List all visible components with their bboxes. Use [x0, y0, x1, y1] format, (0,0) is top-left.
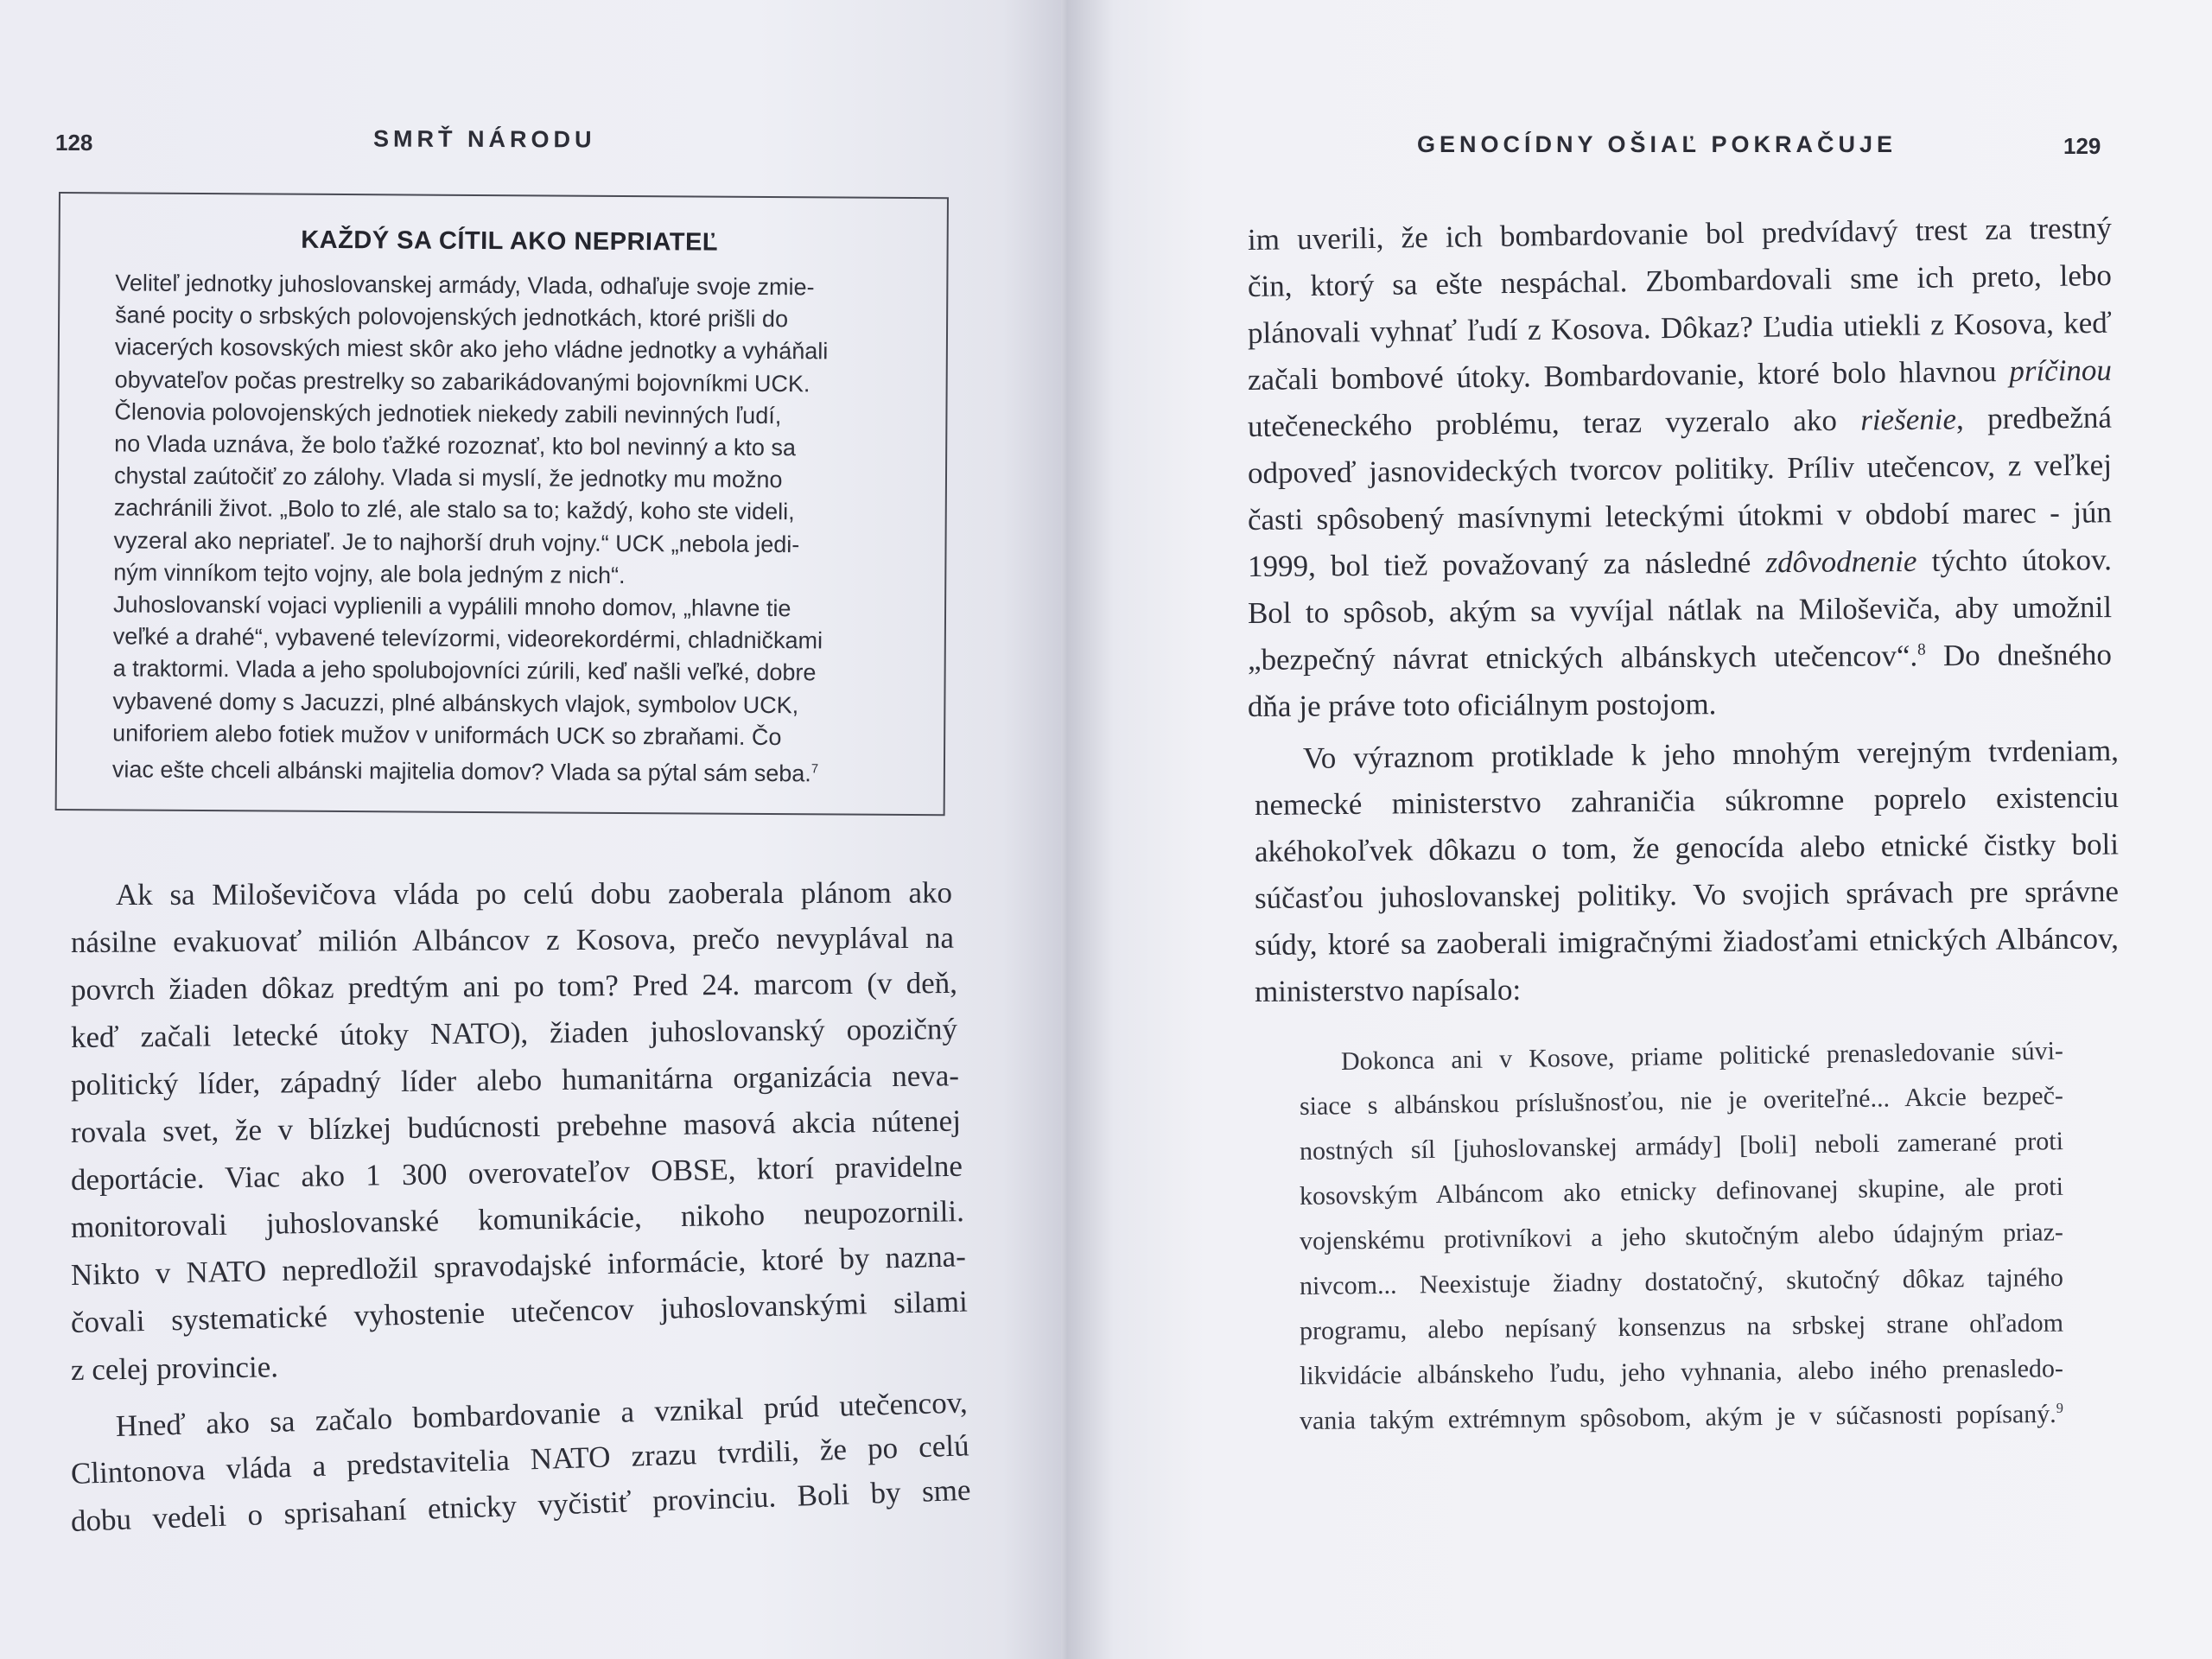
sidebar-line — [114, 461, 902, 498]
quote-text: vojenskému protivníkovi a jeho skutočným alebo údajným priaz- — [1299, 1217, 2064, 1255]
body-text: , predbežná — [1955, 400, 2113, 436]
body-line — [1248, 590, 2112, 631]
body-text: týchto útokov. — [1916, 543, 2113, 578]
sidebar-box — [55, 192, 949, 816]
body-text: čin, ktorý sa ešte nespáchal. Zbombardovali sme ich preto, lebo — [1247, 257, 2113, 303]
quote-line — [1300, 1217, 2063, 1256]
sidebar-line — [114, 428, 902, 465]
quote-text: programu, alebo nepísaný konsenzus na srbskej strane ohľadom — [1299, 1308, 2064, 1345]
quote-line — [1300, 1354, 2063, 1391]
body-line — [1248, 495, 2112, 537]
quote-text: kosovským Albáncom ako etnicky definovanej skupine, ale proti — [1299, 1172, 2064, 1211]
body-text: dňa je práve toto oficiálnym postojom. — [1247, 687, 1717, 723]
body-line — [1248, 353, 2112, 397]
body-text: im uverili, že ich bombardovanie bol predvídavý trest za trestný — [1247, 211, 2113, 257]
quote-text: vania takým extrémnym spôsobom, akým je v súčasnosti popísaný. — [1299, 1399, 2056, 1435]
quote-text: siace s albánskou príslušnosťou, nie je overiteľné... Akcie bezpeč- — [1299, 1081, 2064, 1121]
emphasis-text: zdôvodnenie — [1765, 543, 1917, 580]
sidebar-line — [115, 364, 903, 401]
body-line: Clintonova vláda a predstavitelia NATO zrazu tvrdili, že po celú — [70, 1428, 970, 1491]
sidebar-title: KAŽDÝ SA CÍTIL AKO NEPRIATEĽ — [301, 226, 719, 257]
quote-line — [1300, 1173, 2063, 1211]
body-line: Nikto v NATO nepredložil spravodajské informácie, ktoré by nazna- — [70, 1239, 967, 1292]
body-line: politický líder, západný líder alebo humanitárna organizácia neva- — [70, 1058, 960, 1102]
body-line: súdy, ktoré sa zaoberali imigračnými žiadosťami etnických Albáncov, — [1254, 921, 2120, 962]
body-line: násilne evakuovať milión Albáncov z Kosova, prečo nevyplával na — [70, 920, 955, 959]
emphasis-text: riešenie — [1860, 402, 1957, 437]
left-page-number: 128 — [55, 130, 93, 156]
quote-line — [1300, 1263, 2063, 1301]
sidebar-line — [113, 588, 901, 626]
quote-text: nostných síl [juhoslovanskej armády] [boli] neboli zamerané proti — [1299, 1127, 2064, 1166]
quote-line — [1300, 1400, 2063, 1436]
emphasis-text: príčinou — [2009, 353, 2113, 388]
body-line — [1248, 543, 2112, 584]
sidebar-line-text: šané pocity o srbských polovojenských jednotkách, ktoré prišli do — [115, 302, 789, 333]
sidebar-line — [113, 621, 901, 658]
body-text: utečeneckého problému, teraz vyzeralo ako — [1247, 403, 1861, 443]
right-running-title: GENOCÍDNY OŠIAĽ POKRAČUJE — [1417, 131, 1897, 157]
body-line: deportácie. Viac ako 1 300 overovateľov OBSE, ktorí pravidelne — [70, 1148, 963, 1197]
body-line — [1248, 258, 2112, 304]
quote-line — [1341, 1037, 2063, 1077]
quote-text: Dokonca ani v Kosove, priame politické prenasledovanie súvi- — [1340, 1036, 2064, 1076]
body-line: dobu vedeli o sprisahaní etnicky vyčistiť provinciu. Boli by sme — [70, 1472, 972, 1538]
sidebar-line — [115, 267, 903, 304]
body-text: časti spôsobený masívnymi leteckými útokmi v období marec - jún — [1247, 495, 2113, 537]
body-line: Vo výraznom protiklade k jeho mnohým verejným tvrdeniam, — [1302, 733, 2120, 775]
left-running-title: SMRŤ NÁRODU — [372, 125, 596, 153]
sidebar-line-text: viacerých kosovských miest skôr ako jeho vládne jednotky a vyháňali — [114, 334, 829, 365]
sidebar-line-text: Veliteľ jednotky juhoslovanskej armády, Vlada, odhaľuje svoje zmie- — [115, 270, 815, 301]
body-line — [1248, 448, 2112, 491]
body-line — [1248, 211, 2112, 257]
body-line: čovali systematické vyhostenie utečencov juhoslovanskými silami — [70, 1284, 969, 1339]
body-line — [1248, 638, 2112, 677]
sidebar-line-text: veľké a drahé“, vybavené televízormi, videorekordérmi, chladničkami — [112, 623, 823, 654]
body-line: povrch žiaden dôkaz predtým ani po tom? Pred 24. marcom (v deň, — [70, 965, 958, 1007]
sidebar-line-text: vybavené domy s Jacuzzi, plné albánskych vlajok, symbolov UCK, — [112, 688, 799, 718]
body-line: súčasťou juhoslovanskej politiky. Vo svojich správach pre správne — [1254, 874, 2120, 915]
sidebar-line-text: chystal zaútočiť zo zálohy. Vlada si myslí, že jednotky mu možno — [113, 462, 783, 493]
sidebar-line-text: obyvateľov počas prestrelky so zabarikádovanými bojovníkmi UCK. — [114, 366, 810, 397]
body-text: 1999, bol tiež považovaný za následné — [1247, 545, 1766, 583]
footnote-marker: 7 — [810, 762, 819, 777]
quote-text: likvidácie albánskeho ľudu, jeho vyhnania, alebo iného prenasledo- — [1299, 1354, 2064, 1390]
right-page-number: 129 — [2063, 133, 2101, 159]
quote-text: nivcom... Neexistuje žiadny dostatočný, skutočný dôkaz tajného — [1299, 1262, 2064, 1300]
sidebar-line — [115, 332, 903, 369]
sidebar-line-text: a traktormi. Vlada a jeho spolubojovníci zúrili, keď našli veľké, dobre — [112, 655, 817, 686]
sidebar-line-text: no Vlada uznáva, že bolo ťažké rozoznať, kto bol nevinný a kto sa — [114, 430, 797, 461]
body-line: Ak sa Miloševičova vláda po celú dobu zaoberala plánom ako — [115, 875, 953, 912]
left-page — [0, 0, 1078, 1659]
footnote-marker: 9 — [2056, 1399, 2063, 1416]
sidebar-line-text: Členovia polovojenských jednotiek niekedy zabili nevinných ľudí, — [114, 398, 782, 429]
sidebar-line — [113, 556, 901, 594]
quote-line — [1300, 1127, 2063, 1166]
sidebar-line-text: viac ešte chceli albánski majitelia domov? Vlada sa pýtal sám seba. — [111, 756, 811, 787]
body-text: Bol to spôsob, akým sa vyvíjal nátlak na Miloševiča, aby umožnil — [1247, 590, 2113, 630]
sidebar-line — [112, 749, 900, 791]
sidebar-line — [114, 493, 902, 530]
body-line: Hneď ako sa začalo bombardovanie a vznikal prúd utečencov, — [115, 1385, 969, 1443]
body-line: keď začali letecké útoky NATO), žiaden juhoslovanský opozičný — [70, 1012, 958, 1054]
sidebar-line-text: vyzeral ako nepriateľ. Je to najhorší druh vojny.“ UCK „nebola jedi- — [113, 527, 800, 557]
body-text: „bezpečný návrat etnických albánskych utečencov“. — [1247, 639, 1918, 677]
sidebar-line — [114, 396, 902, 433]
body-line: monitorovali juhoslovanské komunikácie, nikoho neupozornili. — [70, 1194, 965, 1244]
body-text: plánovali vyhnať ľudí z Kosova. Dôkaz? Ľudia utiekli z Kosova, keď — [1247, 305, 2113, 350]
body-line — [1248, 685, 2112, 724]
body-line — [1248, 401, 2112, 444]
body-text: odpoveď jasnovideckých tvorcov politiky. Príliv utečencov, z veľkej — [1247, 448, 2113, 490]
sidebar-line-text: Juhoslovanskí vojaci vyplienili a vypálili mnoho domov, „hlavne tie — [112, 591, 791, 622]
sidebar-text — [112, 267, 904, 791]
sidebar-line-text: uniforiem alebo fotiek mužov v uniformách UCK so zbraňami. Čo — [112, 720, 782, 750]
body-line: z celej provincie. — [70, 1350, 279, 1387]
sidebar-line — [115, 300, 903, 337]
quote-line — [1300, 1309, 2063, 1346]
body-line: akéhokoľvek dôkazu o tom, že genocída alebo etnické čistky boli — [1254, 827, 2120, 868]
body-line: nemecké ministerstvo zahraničia súkromne poprelo existenciu — [1254, 779, 2120, 822]
body-text: Do dnešného — [1925, 637, 2113, 673]
footnote-marker: 8 — [1917, 640, 1926, 659]
sidebar-line — [113, 524, 901, 562]
sidebar-line-text: ným vinníkom tejto vojny, ale bola jedným z nich“. — [113, 559, 626, 588]
quote-line — [1300, 1082, 2063, 1122]
sidebar-line-text: zachránili život. „Bolo to zlé, ale stalo sa to; každý, koho ste videli, — [113, 494, 795, 525]
body-line: ministerstvo napísalo: — [1254, 972, 1522, 1008]
sidebar-line — [112, 717, 900, 754]
body-text: začali bombové útoky. Bombardovanie, ktoré bolo hlavnou — [1247, 354, 2010, 397]
body-line: rovala svet, že v blízkej budúcnosti prebehne masová akcia nútenej — [70, 1103, 962, 1149]
sidebar-line — [113, 653, 901, 690]
body-line — [1248, 306, 2112, 351]
right-page — [1068, 0, 2212, 1659]
sidebar-line — [112, 685, 900, 722]
